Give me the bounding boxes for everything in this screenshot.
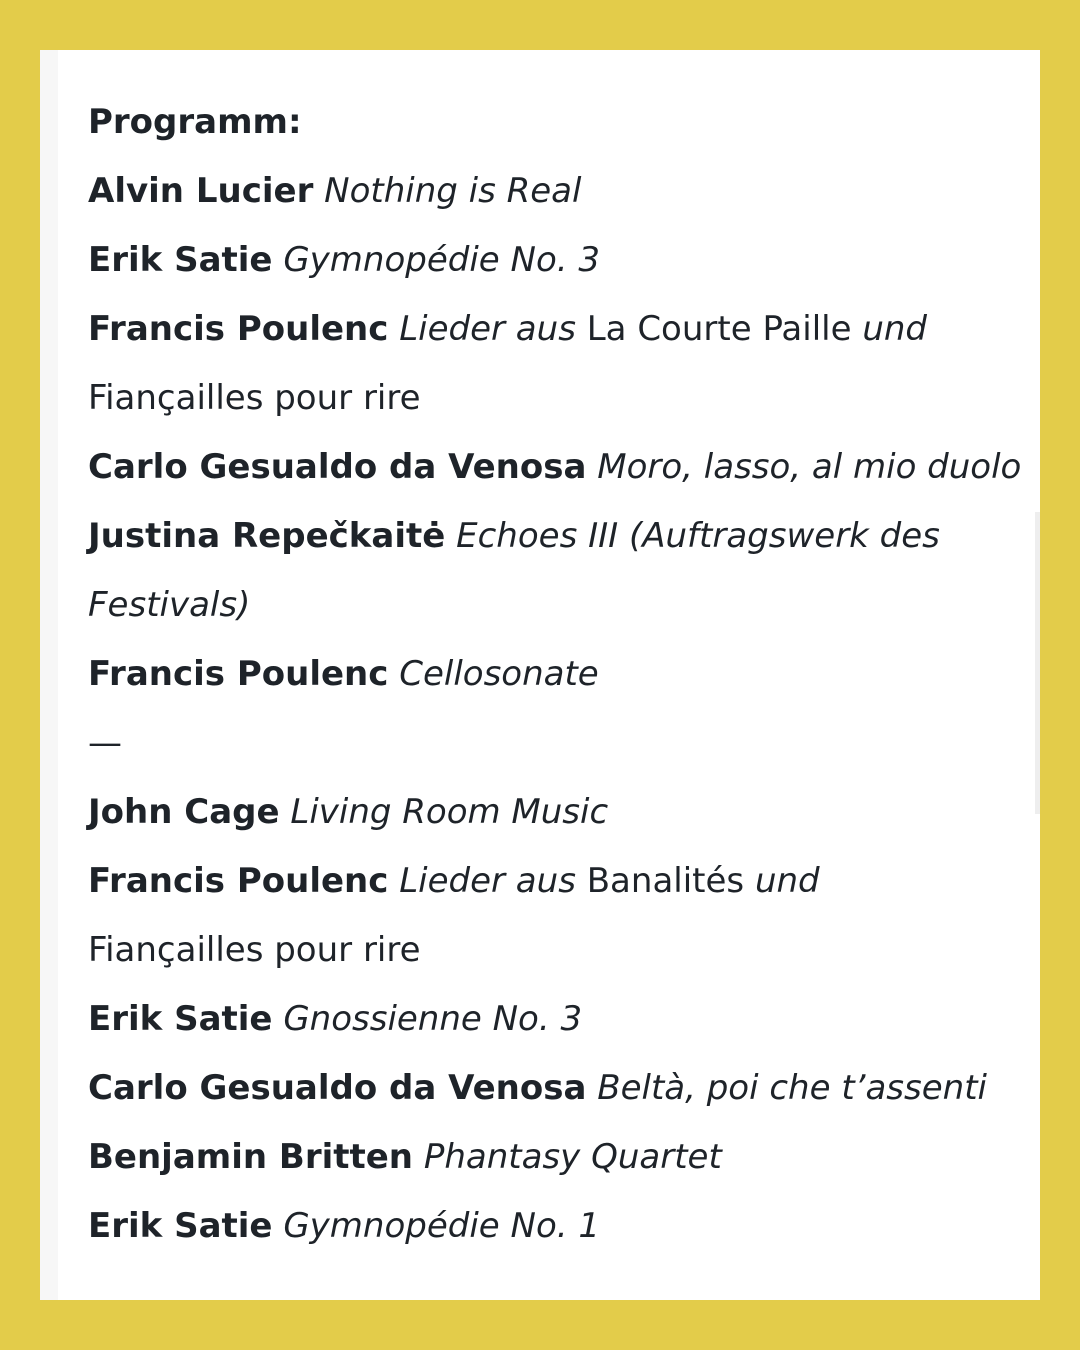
composer-name: Carlo Gesualdo da Venosa bbox=[88, 447, 587, 487]
composer-name: Alvin Lucier bbox=[88, 171, 314, 211]
program-entry bbox=[88, 1054, 1018, 1123]
program-entry bbox=[88, 433, 1022, 502]
work-title: Cellosonate bbox=[399, 654, 599, 694]
program-list bbox=[88, 88, 1022, 1261]
composer-name: Erik Satie bbox=[88, 999, 273, 1039]
composer-name: Benjamin Britten bbox=[88, 1137, 414, 1177]
work-title: Fiançailles pour rire bbox=[88, 378, 421, 418]
work-title: Beltà, poi che t’assenti bbox=[597, 1068, 987, 1108]
program-entry bbox=[88, 640, 1018, 709]
work-title: Gymnopédie No. 3 bbox=[283, 240, 600, 280]
program-entry bbox=[88, 226, 1018, 295]
program-entry bbox=[88, 1192, 1018, 1261]
work-title: Living Room Music bbox=[290, 792, 609, 832]
work-title: Fiançailles pour rire bbox=[88, 930, 421, 970]
program-entry-continued bbox=[88, 364, 1018, 433]
work-prefix: Lieder aus bbox=[399, 861, 576, 901]
work-title: Nothing is Real bbox=[324, 171, 582, 211]
card-left-edge bbox=[40, 50, 58, 1300]
work-prefix: Lieder aus bbox=[399, 309, 576, 349]
work-title: Gymnopédie No. 1 bbox=[283, 1206, 600, 1246]
composer-name: Francis Poulenc bbox=[88, 861, 389, 901]
program-entry bbox=[88, 778, 1018, 847]
program-entry bbox=[88, 847, 1018, 916]
work-title: Moro, lasso, al mio duolo bbox=[597, 447, 1022, 487]
work-title: Phantasy Quartet bbox=[423, 1137, 722, 1177]
work-title: La Courte Paille bbox=[586, 309, 852, 349]
program-card bbox=[40, 50, 1040, 1300]
program-entry bbox=[88, 157, 1018, 226]
program-entry-continued bbox=[88, 916, 1018, 985]
work-conjunction: und bbox=[754, 861, 820, 901]
composer-name: Erik Satie bbox=[88, 1206, 273, 1246]
work-conjunction: und bbox=[862, 309, 928, 349]
program-entry bbox=[88, 985, 1018, 1054]
work-title: Gnossienne No. 3 bbox=[283, 999, 583, 1039]
composer-name: Justina Repečkaitė bbox=[88, 516, 446, 556]
composer-name: Erik Satie bbox=[88, 240, 273, 280]
work-title: Banalités bbox=[586, 861, 745, 901]
composer-name: Carlo Gesualdo da Venosa bbox=[88, 1068, 587, 1108]
composer-name: John Cage bbox=[88, 792, 280, 832]
program-entry bbox=[88, 295, 1018, 364]
composer-name: Francis Poulenc bbox=[88, 654, 389, 694]
program-heading: Programm: bbox=[88, 102, 302, 142]
section-separator: — bbox=[88, 723, 122, 763]
composer-name: Francis Poulenc bbox=[88, 309, 389, 349]
program-entry bbox=[88, 502, 1018, 640]
program-entry bbox=[88, 1123, 1018, 1192]
work-title: Echoes III (Auftragswerk des Festivals) bbox=[88, 516, 940, 625]
scrollbar[interactable] bbox=[1035, 512, 1040, 814]
